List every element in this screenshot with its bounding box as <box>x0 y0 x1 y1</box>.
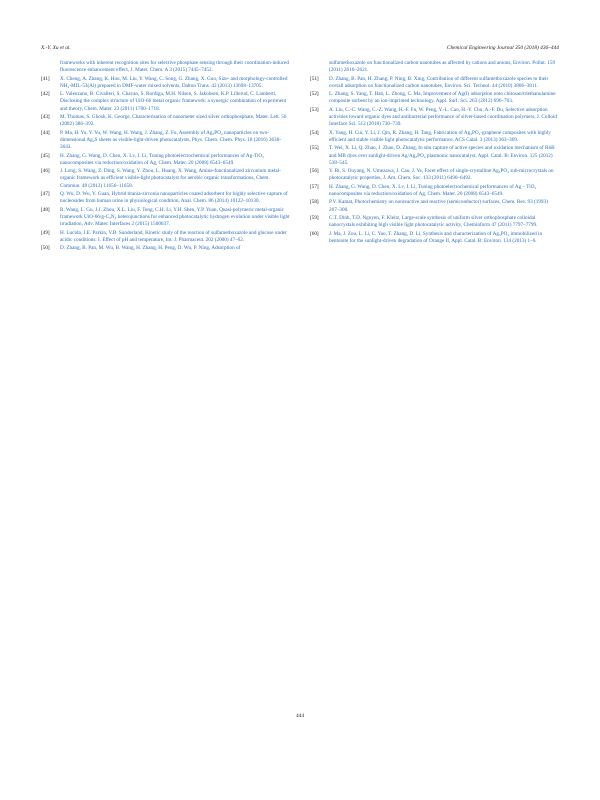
reference-item <box>310 76 559 91</box>
reference-number: [48] <box>41 206 50 213</box>
reference-item <box>310 60 559 75</box>
reference-number: [47] <box>41 191 50 198</box>
reference-link[interactable]: J. Long, S. Wang, Z. Ding, S. Wang, Y. Zhou, L. Huang, X. Wang, Amine-functionalized zirconium metal-organic framework as efficient visible-light photocatalyst for aerobic organic transformations, Chem. Commun. 48 (2012) 11656–11658. <box>60 168 281 189</box>
reference-link[interactable]: H. Lucida, J.E. Parkin, V.B. Sunderland, Kinetic study of the reaction of sulfamethoxazole and glucose under acidic conditions: I. Effect of pH and temperature, Int. J. Pharmaceut. 202 (2000) 47–62. <box>60 229 287 243</box>
reference-number: [56] <box>310 168 319 175</box>
reference-link[interactable]: Y. Bi, S. Ouyang, N. Umezawa, J. Cao, J. Ye, Facet effect of single-crystalline Ag₃PO₄ sub-microcrystals on photocatalytic properties, J. Am. Chem. Soc. 133 (2011) 6490–6492. <box>329 168 554 182</box>
reference-number: [57] <box>310 183 319 190</box>
reference-item <box>41 245 290 252</box>
reference-item <box>41 91 290 113</box>
reference-link[interactable]: J. Ma, J. Zou, L. Li, C. Yao, T. Zhang, D. Li, Synthesis and characterization of Ag₃PO₄ immobilized in bentonite for the sunlight-driven degradation of Orange II, Appl. Catal. B: Environ. 134 (2013) 1–6. <box>329 230 543 244</box>
reference-number: [45] <box>41 152 50 159</box>
reference-link[interactable]: P. Ma, H. Yu, Y. Yu, W. Wang, H. Wang, J. Zhang, Z. Fu, Assembly of Ag₃PO₄ nanoparticles on two-dimensional Ag₂S sheets as visible-light-driven photocatalysts, Phys. Chem. Chem. Phys. 18 (2016) 3638–3643. <box>60 129 282 151</box>
reference-item <box>41 76 290 91</box>
reference-number: [46] <box>41 168 50 175</box>
reference-item <box>41 153 290 168</box>
references-right-column <box>310 60 559 246</box>
reference-number: [53] <box>310 106 319 113</box>
reference-number: [59] <box>310 214 319 221</box>
reference-link[interactable]: X. Yang, H. Cui, Y. Li, J. Qin, R. Zhang, H. Tang, Fabrication of Ag₃PO₄-graphene composites with highly efficient and stable visible light photocatalytic performance, ACS Catal. 3 (2013) 363–369. <box>329 129 551 143</box>
reference-item <box>41 168 290 190</box>
reference-item <box>310 168 559 183</box>
references-left-column <box>41 60 290 253</box>
reference-link[interactable]: M. Thomas, S. Ghosh, K. George, Characterisation of nanometer sized silver orthophosphate, Mater. Lett. 56 (2002) 386–392. <box>60 114 287 128</box>
reference-number: [52] <box>310 91 319 98</box>
reference-link[interactable]: P.V. Kamat, Photochemistry on nonreactive and reactive (semiconductor) surfaces, Chem. Rev. 93 (1993) 267–300. <box>329 199 548 213</box>
reference-link[interactable]: Q. Wu, D. Wu, Y. Guan, Hybrid titania-zirconia nanoparticles coated adsorbent for highly selective capture of nucleosides from human urine in physiological condition, Anal. Chem. 86 (2014) 10122–10130. <box>60 191 288 205</box>
reference-item <box>41 130 290 152</box>
reference-item <box>41 207 290 229</box>
reference-link[interactable]: frameworks with inherent recognition sites for selective phosphate sensing through their coordination-induced fluorescence enhancement effect, J. Mater. Chem. A 3 (2015) 7445–7452. <box>60 60 289 74</box>
reference-link[interactable]: C.T. Dinh, T.D. Nguyen, F. Kleitz, Large-scale synthesis of uniform silver orthophosphate colloidal nanocrystals exhibiting high visible light photocatalytic activity, Cheminform 47 (2011) 7797–7799. <box>329 214 538 229</box>
reference-number: [50] <box>41 245 50 252</box>
reference-number: [54] <box>310 129 319 136</box>
reference-item <box>310 184 559 199</box>
reference-number: [58] <box>310 199 319 206</box>
reference-item <box>310 199 559 214</box>
reference-item <box>41 191 290 206</box>
reference-number: [49] <box>41 229 50 236</box>
reference-item <box>41 114 290 129</box>
reference-item <box>310 215 559 230</box>
reference-item <box>310 91 559 106</box>
reference-link[interactable]: T. Wei, X. Li, Q. Zhao, J. Zhao, D. Zhang, In situ capture of active species and oxidation mechanism of RhB and MB dyes over sunlight-driven Ag/Ag₃PO₄ plasmonic nanocatalyst, Appl. Catal. B: Environ. 125 (2012) 538–545. <box>329 145 555 166</box>
reference-link[interactable]: R. Wang, L. Gu, J.J. Zhou, X.L. Liu, F. Teng, C.H. Li, Y.H. Shen, Y.P. Yuan, Quasi-polymeric metal-organic framework UiO-66/g-C₃N₄ heterojunctions for enhanced photocatalytic hydrogen evolution under visible light irradiation, Adv. Mater. Interfaces 2 (2015) 1500037. <box>60 206 290 228</box>
reference-link[interactable]: X. Cheng, A. Zhang, K. Hou, M. Liu, Y. Wang, C. Song, G. Zhang, X. Guo, Size- and morphology-controlled NH₂-MIL-53(Al) prepared in DMF-water mixed solvents, Dalton Trans. 42 (2013) 13698–13705. <box>60 75 288 89</box>
reference-item <box>310 231 559 246</box>
reference-link[interactable]: D. Zhang, B. Pan, H. Zhang, P. Ning, B. Xing, Contribution of different sulfamethoxazole species to their overall adsorption on functionalized carbon nanotubes, Environ. Sci. Technol. 44 (2010) 3806–3811. <box>329 75 549 89</box>
reference-number: [41] <box>41 75 50 82</box>
reference-link[interactable]: A. Liu, C.-C. Wang, C.-Z. Wang, H.-F. Fu, W. Peng, Y.-L. Cao, H.-Y. Chu, A.-F. Du, Selective adsorption activities toward organic dyes and antibacterial performance of silver-based coordination polymers, J. Colloid Interface Sci. 512 (2018) 730–739. <box>329 106 557 128</box>
reference-number: [44] <box>41 129 50 136</box>
reference-number: [51] <box>310 75 319 82</box>
running-head-authors: X.-Y. Xu et al. <box>41 45 71 51</box>
reference-number: [60] <box>310 230 319 237</box>
reference-link[interactable]: sulfamethoxazole on functionalized carbon nanotubes as affected by cations and anions, Environ. Pollut. 159 (2011) 2616–2621. <box>329 60 556 74</box>
reference-link[interactable]: H. Zhang, G. Wang, D. Chen, X. Lv, J. Li, Tuning photoelectrochemical performances of Ag – TiO₂ nanocomposites via reduction/oxidation of Ag, Chem. Mater. 20 (2008) 6543–6549. <box>329 183 537 198</box>
reference-item <box>310 107 559 129</box>
reference-item <box>310 130 559 145</box>
reference-link[interactable]: D. Zhang, B. Pan, M. Wu, B. Wang, H. Zhang, H. Peng, D. Wu, P. Ning, Adsorption of <box>60 245 241 252</box>
reference-item <box>41 60 290 75</box>
reference-link[interactable]: L. Zhang, S. Yang, T. Han, L. Zhong, C. Ma, Improvement of Ag(I) adsorption onto chitosan/triethanolamine composite sorbent by an ion-imprinted technology, Appl. Surf. Sci. 263 (2012) 696–703. <box>329 91 556 105</box>
reference-link[interactable]: H. Zhang, G. Wang, D. Chen, X. Lv, J. Li, Tuning photoelectrochemical performances of Ag-TiO₂ nanocomposites via reduction/oxidation of Ag, Chem. Mater. 20 (2008) 6543–6549. <box>60 152 264 166</box>
reference-number: [43] <box>41 114 50 121</box>
reference-number: [42] <box>41 91 50 98</box>
running-head-journal: Chemical Engineering Journal 350 (2018) 436–444 <box>446 45 559 51</box>
reference-item <box>41 230 290 245</box>
reference-number: [55] <box>310 145 319 152</box>
reference-item <box>310 145 559 167</box>
reference-link[interactable]: L. Valenzano, B. Civalleri, S. Chavan, S. Bordiga, M.H. Nilsen, S. Jakobsen, K.P. Lillerud, C. Lamberti, Disclosing the complex structure of UiO-66 metal organic framework: a synergic combination of experiment and theory, Chem. Mater. 23 (2011) 1700–1718. <box>60 91 287 112</box>
page-number: 444 <box>295 713 305 719</box>
